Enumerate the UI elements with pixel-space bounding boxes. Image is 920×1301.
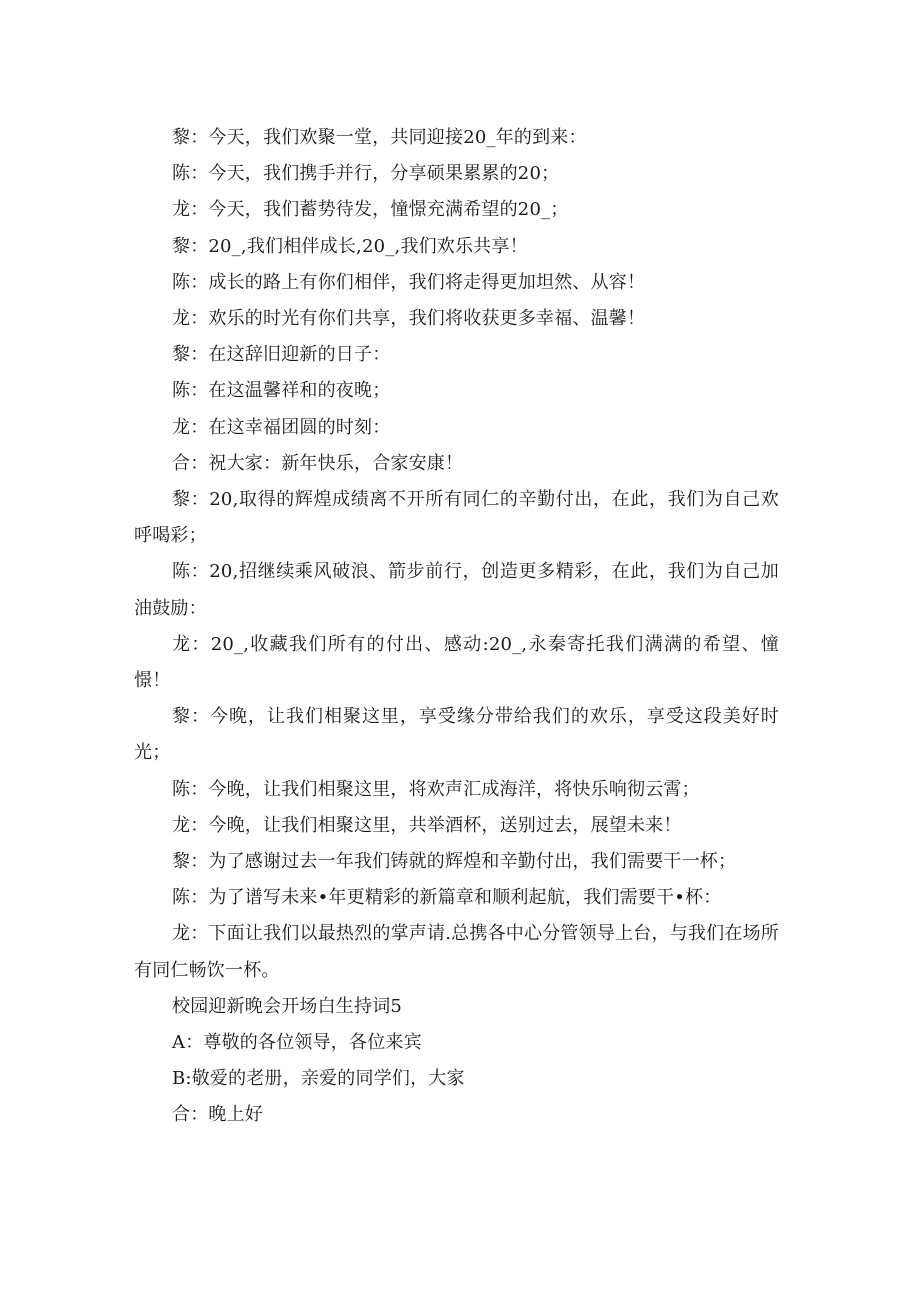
paragraph: 龙：欢乐的时光有你们共享，我们将收获更多幸福、温馨！ <box>172 308 646 330</box>
paragraph: 黎：为了感谢过去一年我们铸就的辉煌和辛勤付出，我们需要干一杯； <box>172 851 737 873</box>
paragraph: B:敬爱的老册，亲爱的同学们，大家 <box>172 1068 465 1090</box>
paragraph: 黎：今晚，让我们相聚这里，享受缘分带给我们的欢乐，享受这段美好时光； <box>134 706 779 764</box>
paragraph: 黎：在这辞旧迎新的日子： <box>172 344 391 366</box>
paragraph: 陈：为了谱写未来•年更精彩的新篇章和顺利起航，我们需要干•杯： <box>172 887 722 909</box>
document-body <box>134 120 779 1134</box>
paragraph: 龙：在这幸福团圆的时刻： <box>172 416 391 438</box>
paragraph: 陈：在这温馨祥和的夜晚； <box>172 380 391 402</box>
paragraph: 陈：今晚，让我们相聚这里，将欢声汇成海洋，将快乐响彻云霄； <box>172 778 700 800</box>
paragraph: 黎：20,取得的辉煌成绩离不开所有同仁的辛勤付出，在此，我们为自己欢呼喝彩； <box>134 489 779 547</box>
paragraph: 合：晚上好 <box>172 1104 263 1126</box>
paragraph: 龙：20_,收藏我们所有的付出、感动:20_,永秦寄托我们满满的希望、憧憬！ <box>134 633 779 692</box>
paragraph: 龙：下面让我们以最热烈的掌声请.总携各中心分管领导上台，与我们在场所有同仁畅饮一杯。 <box>134 923 779 981</box>
paragraph: 合：祝大家：新年快乐，合家安康！ <box>172 452 464 474</box>
paragraph: 龙：今天，我们蓄势待发，憧憬充满希望的20_； <box>172 199 569 221</box>
paragraph: 陈：成长的路上有你们相伴，我们将走得更加坦然、从容！ <box>172 271 646 293</box>
paragraph: 陈：今天，我们携手并行，分享硕果累累的20； <box>172 163 560 185</box>
paragraph: 陈：20,招继续乘风破浪、箭步前行，创造更多精彩，在此，我们为自己加油鼓励： <box>134 561 779 619</box>
paragraph: 黎：20_,我们相伴成长,20_,我们欢乐共享！ <box>172 235 528 257</box>
paragraph: A：尊敬的各位领导，各位来宾 <box>172 1032 422 1054</box>
section-title: 校园迎新晚会开场白生持词5 <box>172 995 403 1017</box>
paragraph: 龙：今晚，让我们相聚这里，共举酒杯，送别过去，展望未来！ <box>172 814 682 836</box>
paragraph: 黎：今天，我们欢聚一堂，共同迎接20_年的到来： <box>172 127 587 148</box>
